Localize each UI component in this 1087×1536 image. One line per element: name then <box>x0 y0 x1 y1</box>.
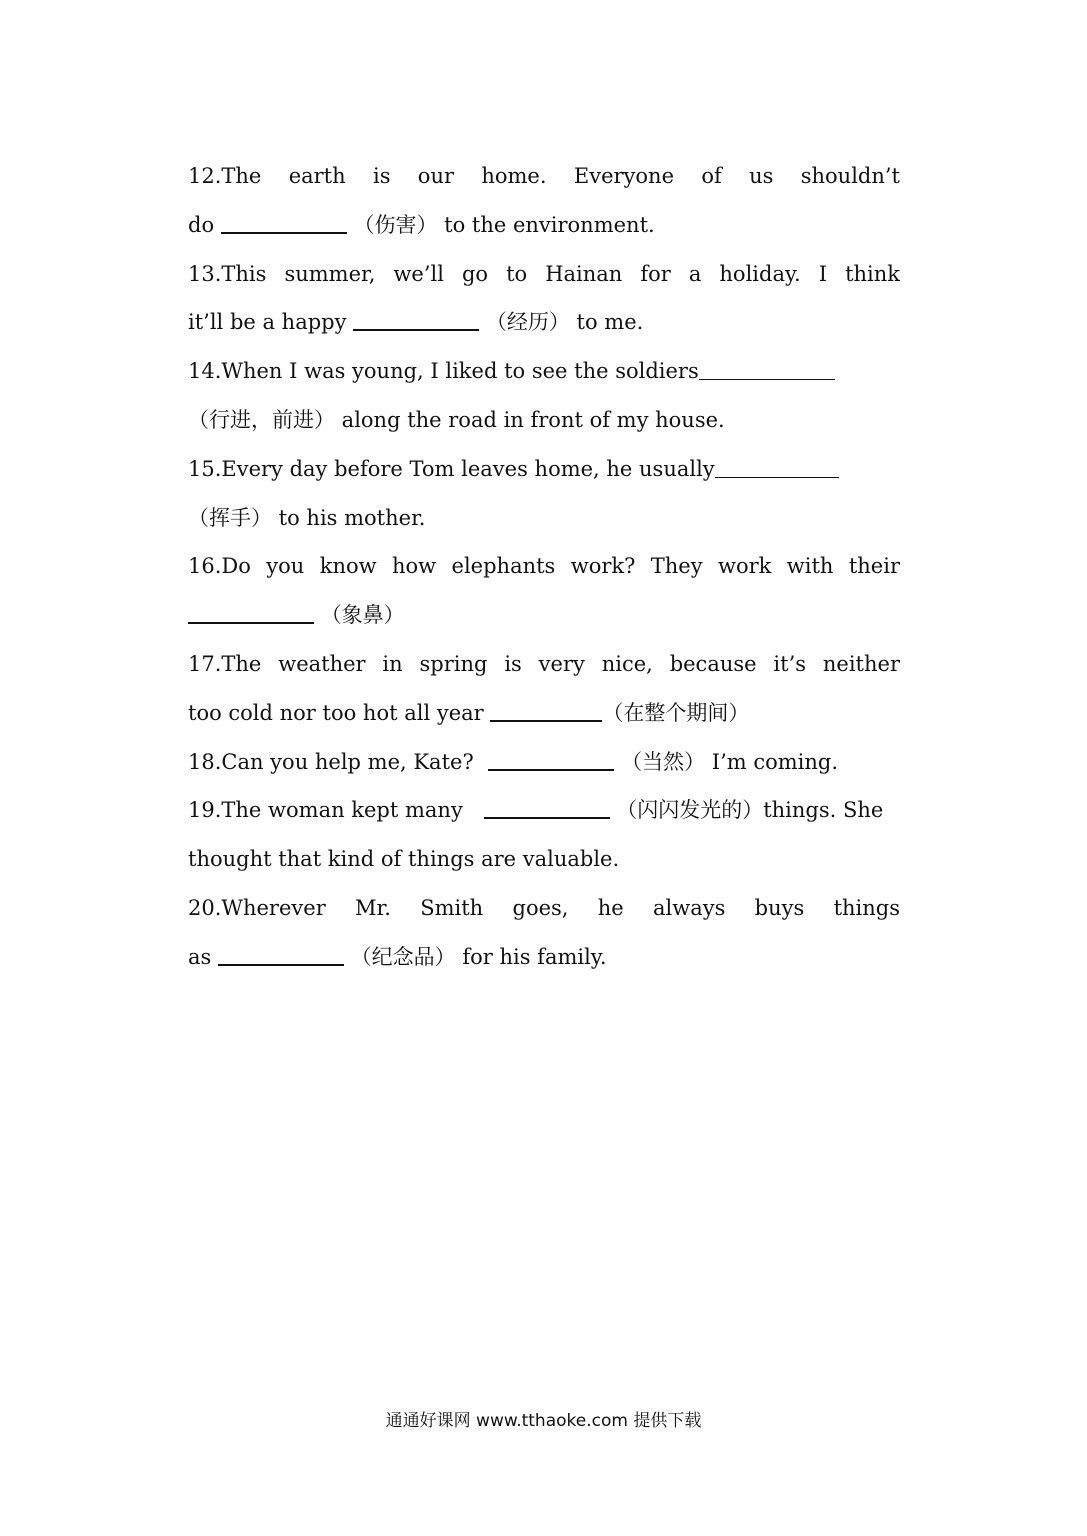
question-17-blank <box>490 700 602 722</box>
question-18-suffix: （当然） I’m coming. <box>621 749 839 774</box>
question-13-line-2 <box>188 298 900 347</box>
question-12-prefix: do <box>188 212 215 237</box>
question-14-line-2: （行进，前进） along the road in front of my house. <box>188 407 725 432</box>
question-17-prefix: too cold nor too hot all year <box>188 700 484 725</box>
question-12-line-1: 12.The earth is our home. Everyone of us shouldn’t <box>188 164 900 188</box>
question-15-blank <box>715 457 839 478</box>
question-12-line-2 <box>188 201 900 250</box>
question-19-line-2: thought that kind of things are valuable. <box>188 847 620 872</box>
question-19-line-1 <box>188 786 900 835</box>
question-13-suffix: （经历） to me. <box>485 310 644 335</box>
question-14-text: 14.When I was young, I liked to see the soldiers <box>188 359 699 384</box>
question-15-text: 15.Every day before Tom leaves home, he usually <box>188 456 715 481</box>
question-14-line-1 <box>188 347 900 396</box>
question-16-suffix: （象鼻） <box>320 603 405 628</box>
question-18-blank <box>488 749 614 771</box>
question-13-line-1: 13.This summer, we’ll go to Hainan for a holiday. I think <box>188 261 900 286</box>
question-17-line-1: 17.The weather in spring is very nice, because it’s neither <box>188 651 900 676</box>
question-16-line-1: 16.Do you know how elephants work? They work with their <box>188 554 900 579</box>
question-20-line-1: 20.Wherever Mr. Smith goes, he always buys things <box>188 895 900 920</box>
question-20-suffix: （纪念品） for his family. <box>350 944 607 969</box>
question-12-blank <box>221 212 347 234</box>
question-18-line-1 <box>188 738 900 787</box>
question-13-blank <box>353 309 479 331</box>
question-17-suffix: （在整个期间） <box>602 700 750 725</box>
question-18-prefix: 18.Can you help me, Kate? <box>188 749 474 774</box>
exercise-content <box>188 152 900 982</box>
question-19-suffix: （闪闪发光的）things. She <box>616 798 884 823</box>
question-19-prefix: 19.The woman kept many <box>188 798 463 823</box>
page-footer: 通通好课网 www.tthaoke.com 提供下载 <box>385 1411 702 1431</box>
question-13-prefix: it’ll be a happy <box>188 310 347 335</box>
question-20-blank <box>218 944 344 966</box>
question-15-line-1 <box>188 445 900 494</box>
question-20-line-2 <box>188 933 900 982</box>
question-17-line-2 <box>188 689 900 738</box>
question-16-line-2 <box>188 591 900 640</box>
question-20-prefix: as <box>188 944 212 969</box>
question-14-blank <box>699 359 835 380</box>
question-12-suffix: （伤害） to the environment. <box>353 212 655 237</box>
question-15-line-2: （挥手） to his mother. <box>188 505 426 530</box>
question-19-blank <box>484 797 610 819</box>
question-16-blank <box>188 602 314 624</box>
